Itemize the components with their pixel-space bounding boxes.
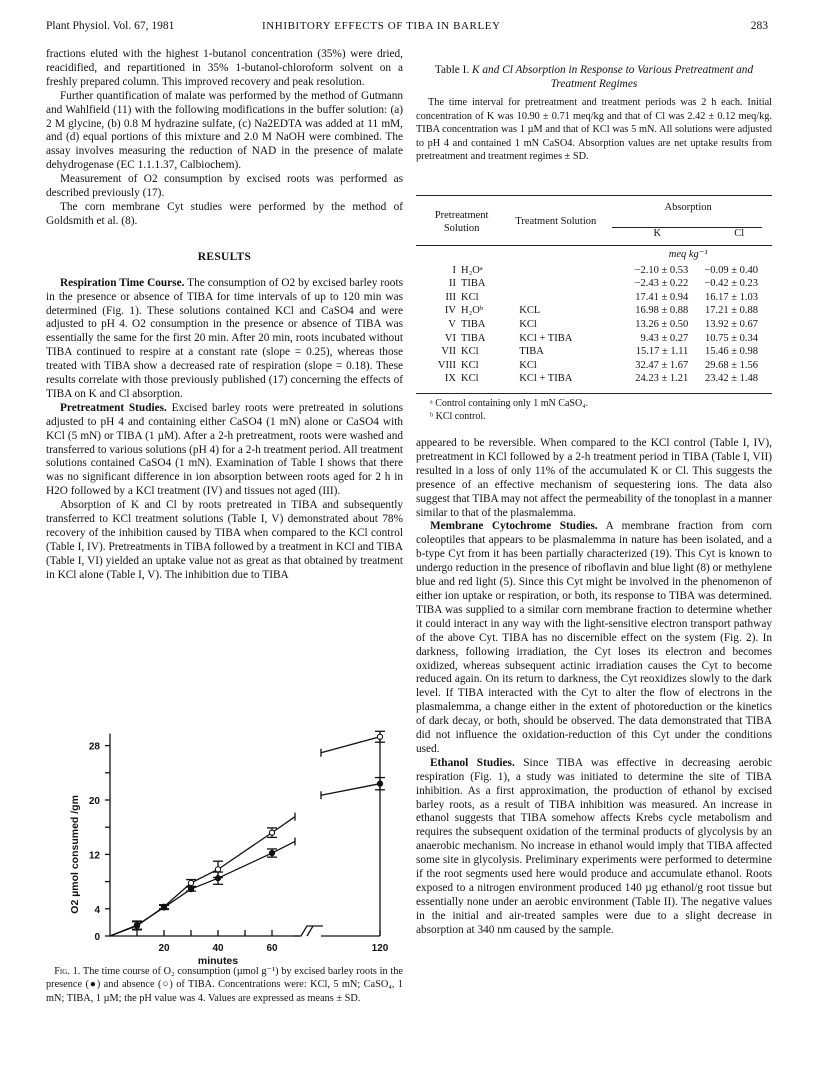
data-point-filled bbox=[377, 781, 382, 786]
units-label: meq kg⁻¹ bbox=[668, 249, 708, 260]
running-title: INHIBITORY EFFECTS OF TIBA IN BARLEY bbox=[262, 20, 501, 32]
cell-pretreatment bbox=[416, 264, 507, 278]
table-label: Table I. bbox=[434, 64, 470, 76]
cell-k: −2.10 ± 0.53 bbox=[634, 264, 689, 276]
col-header-absorption bbox=[604, 200, 772, 245]
row-numeral: IV bbox=[444, 305, 456, 317]
pretreatment-value: KCl bbox=[461, 291, 479, 303]
table-footnote: ᵃ Control containing only 1 mN CaSO₄. bbox=[430, 398, 589, 409]
paragraph-text: The consumption of O2 by excised barley roots in the presence or absence of TIBA for time intervals of up to 120 min was determined (Fig. 1). These solutions contained KCl and CaSO4 and were adjusted to pH 4. O2 consumption in the presence or absence of TIBA was essentially the same for the first 20 min. After 20 min, roots incubated without TIBA continued to respire at a constant rate (slope = 0.25), whereas those treated with TIBA show a decreased rate of respiration (slope = 0.18). These results correlate with those previously published (17) concerning the effects of TIBA on K and Cl absorption. bbox=[46, 276, 403, 400]
cell-cl: −0.42 ± 0.23 bbox=[704, 278, 758, 290]
series-line bbox=[321, 784, 380, 796]
table-row bbox=[416, 372, 772, 386]
pretreatment-value: H₂Oᵇ bbox=[461, 305, 484, 317]
paragraph bbox=[416, 520, 772, 756]
row-numeral: VII bbox=[441, 346, 456, 358]
x-tick-label: 60 bbox=[266, 943, 278, 954]
section-heading-results: RESULTS bbox=[197, 250, 252, 263]
data-point-open bbox=[269, 830, 274, 835]
cell-pretreatment bbox=[416, 332, 507, 346]
cell-treatment: KCl + TIBA bbox=[519, 373, 573, 385]
y-axis-label: O2 µmol consumed /gm bbox=[69, 795, 81, 914]
right-column bbox=[416, 437, 772, 938]
cell-pretreatment bbox=[416, 277, 507, 291]
cell-k: 32.47 ± 1.67 bbox=[635, 359, 689, 371]
cell-pretreatment bbox=[416, 304, 507, 318]
pretreatment-value: KCl bbox=[461, 346, 479, 358]
y-tick-label: 12 bbox=[88, 850, 100, 862]
cell-pretreatment bbox=[416, 359, 507, 373]
cell-treatment bbox=[507, 291, 604, 305]
cell-pretreatment bbox=[416, 345, 507, 359]
paragraph-text: A membrane fraction from corn coleoptiles that appears to be plasmalemma in nature has been isolated, and a b-type Cyt from it has been partially characterized (19). This Cyt is known to undergo reduction in the presence of riboflavin and blue light (8) or methylene blue and red light (5). Since this Cyt might be involved in the phenomenon of either ion uptake or respiration, or both, its response to TIBA was determined. TIBA was supplied to a similar corn membrane fraction to determine whether it could interact in any way with the light-sensitive electron transport pathway of the above Cyt. TIBA has no discernible effect on the system (Fig. 2). In darkness, following irradiation, the Cyt loses its electron and becomes oxidized, whereas subsequent actinic irradiation causes the Cyt to become reduced again. On its return to darkness, the Cyt reoxidizes slowly to the dark level. If TIBA interacted with the Cyt to alter the flow of electrons in the plasmalemma, a change either in the extent of photoreduction or the kinetics of dark decay, or both, should be observed. The data demonstrated that TIBA did not influence the oxidation-reduction of this Cyt under the conditions used. bbox=[416, 520, 773, 755]
row-numeral: VIII bbox=[437, 359, 456, 371]
y-tick-label: 28 bbox=[88, 741, 100, 753]
col-header-treatment: Treatment Solution bbox=[515, 216, 597, 228]
cell-treatment: KCL bbox=[519, 305, 541, 317]
table-row bbox=[416, 332, 772, 346]
row-numeral: V bbox=[448, 318, 456, 330]
paragraph-text: Since TIBA was effective in decreasing aerobic respiration (Fig. 1), a study was initiated to determine the site of TIBA inhibition. As a first approximation, the production of ethanol by excised barley roots, as a result of TIBA inhibition was measured. An increase in ethanol suggests that TIBA somehow affects Krebs cycle metabolism and requires the subsequent oxidation of the terminal products of glycolysis by an anaerobic mechanism. No increase in ethanol would imply that TIBA affected some site in glycolysis. Preliminary experiments were performed to determine if the root segments used here would produce and accumulate ethanol. Roots exposed to a nitrogen environment produced 140 µg ethanol/g root tissue but essentially none under an aerobic environment (Table II). The negative values in the initial and air-treated samples were due to a slight decrease in absorption at 340 nm caused by the sample. bbox=[416, 756, 773, 936]
pretreatment-value: KCl bbox=[461, 359, 479, 371]
figure-caption bbox=[46, 965, 403, 1005]
cell-pretreatment bbox=[416, 318, 507, 332]
cell-cl: 15.46 ± 0.98 bbox=[704, 346, 758, 358]
table-rule bbox=[416, 195, 772, 196]
x-tick-label: 40 bbox=[212, 943, 224, 954]
table-row bbox=[416, 277, 772, 291]
y-tick-label: 4 bbox=[94, 904, 100, 916]
cell-cl: −0.09 ± 0.40 bbox=[704, 264, 758, 276]
run-in-heading: Pretreatment Studies. bbox=[60, 401, 167, 414]
table-row bbox=[416, 264, 772, 278]
cell-cl: 13.92 ± 0.67 bbox=[704, 318, 758, 330]
paragraph: appeared to be reversible. When compared to the KCl control (Table I, IV), pretreatment in KCl followed by a 2-h treatment period in TIBA (Table I, VII) resulted in a loss of only 11% of the accumulated K or Cl. This suggests the presence of an effective mechanism of sequestering ions. The data also suggest that TIBA may not affect the permeability of the tonoplast in a manner similar to that of the plasmalemma. bbox=[416, 437, 772, 519]
page-number: 283 bbox=[750, 20, 768, 32]
axis-break-mark bbox=[307, 926, 323, 936]
pretreatment-value: H₂Oᵃ bbox=[461, 264, 483, 276]
figure-caption-text: The time course of O₂ consumption (µmol g⁻¹) by excised barley roots in the presence (●) and absence (○) of TIBA. Concentrations were: KCl, 5 mN; CaSO₄, 1 mN; TIBA, 1 µM; the pH value was 4. Values are expressed as means ± SD. bbox=[46, 966, 403, 1004]
row-numeral: I bbox=[452, 264, 456, 276]
cell-k: 15.17 ± 1.11 bbox=[635, 346, 689, 358]
series-line bbox=[110, 817, 295, 936]
run-in-heading: Respiration Time Course. bbox=[60, 276, 185, 289]
cell-treatment bbox=[507, 277, 604, 291]
paragraph bbox=[46, 402, 403, 499]
cell-cl: 29.68 ± 1.56 bbox=[704, 359, 758, 371]
table-row bbox=[416, 359, 772, 373]
data-point-filled bbox=[161, 905, 166, 910]
x-tick-label: 20 bbox=[158, 943, 170, 954]
table-title-text: K and Cl Absorption in Response to Various Pretreatment and Treatment Regimes bbox=[472, 64, 754, 90]
y-tick-label: 0 bbox=[94, 932, 100, 943]
cell-cl: 16.17 ± 1.03 bbox=[704, 291, 758, 303]
pretreatment-value: TIBA bbox=[461, 332, 486, 344]
row-numeral: III bbox=[445, 291, 456, 303]
paragraph: The corn membrane Cyt studies were performed by the method of Goldsmith et al. (8). bbox=[46, 200, 403, 227]
pretreatment-value: TIBA bbox=[461, 278, 486, 290]
cell-cl: 17.21 ± 0.88 bbox=[704, 305, 758, 317]
cell-k: 9.43 ± 0.27 bbox=[640, 332, 689, 344]
data-point-filled bbox=[269, 850, 274, 855]
col-header-k: K bbox=[653, 228, 662, 239]
left-column bbox=[46, 48, 403, 583]
table-row bbox=[416, 291, 772, 305]
cell-k: −2.43 ± 0.22 bbox=[634, 278, 689, 290]
table-row bbox=[416, 345, 772, 359]
run-in-heading: Membrane Cytochrome Studies. bbox=[430, 520, 598, 533]
pretreatment-value: TIBA bbox=[461, 318, 486, 330]
table-row bbox=[416, 318, 772, 332]
cell-treatment bbox=[507, 264, 604, 278]
paragraph bbox=[46, 277, 403, 402]
data-point-filled bbox=[134, 923, 139, 928]
table-footnote: ᵇ KCl control. bbox=[430, 411, 486, 422]
cell-k: 13.26 ± 0.50 bbox=[635, 318, 689, 330]
figure-1-chart bbox=[60, 725, 400, 965]
cell-k: 17.41 ± 0.94 bbox=[635, 291, 689, 303]
pretreatment-value: KCl bbox=[461, 373, 479, 385]
row-numeral: II bbox=[449, 278, 456, 290]
paragraph bbox=[416, 757, 772, 938]
journal-citation: Plant Physiol. Vol. 67, 1981 bbox=[46, 20, 175, 32]
cell-k: 16.98 ± 0.88 bbox=[635, 305, 689, 317]
series-line bbox=[321, 737, 380, 753]
paragraph-text: Excised barley roots were pretreated in solutions adjusted to pH 4 and containing either CaSO4 (1 mN) alone or CaSO4 with KCl (5 mN) or TIBA (1 µM). After a 2-h pretreatment, roots were washed and transferred to various solutions (pH 4) for a 2-h treatment period. All treatment solutions contained CaSO4 (1 mN). Examination of Table I shows that there was no significant difference in ion absorption between roots aged for 2 h in H2O followed by a KCl treatment (IV) and tissues not aged (III). bbox=[46, 401, 404, 498]
y-tick-label: 20 bbox=[88, 796, 100, 807]
run-in-heading: Ethanol Studies. bbox=[430, 756, 515, 769]
data-point-filled bbox=[215, 876, 220, 881]
table-note bbox=[416, 96, 772, 164]
cell-pretreatment bbox=[416, 291, 507, 305]
cell-treatment: TIBA bbox=[519, 346, 544, 358]
cell-treatment: KCl bbox=[519, 359, 537, 371]
data-point-open bbox=[215, 867, 220, 872]
x-tick-label: 120 bbox=[371, 943, 389, 954]
cell-pretreatment bbox=[416, 372, 507, 386]
cell-cl: 10.75 ± 0.34 bbox=[704, 332, 758, 344]
absorption-label: Absorption bbox=[664, 202, 712, 213]
row-numeral: IX bbox=[444, 373, 456, 385]
col-header-pretreatment: Pretreatment Solution bbox=[434, 210, 489, 234]
col-header-cl: Cl bbox=[734, 228, 745, 239]
paragraph: Further quantification of malate was performed by the method of Gutmann and Wahlfield (11) with the following modifications in the buffer solution: (a) 2 M glycine, (b) 0.8 M hydrazine sulfate, (c) Na2EDTA was added at 11 mM, and (d) equal portions of this mixture and 2.0 M NaOH were combined. The assay involves measuring the reduction of NAD in the presence of malate dehydrogenase (EC 1.1.1.37, Calbiochem). bbox=[46, 89, 403, 172]
table-row bbox=[416, 304, 772, 318]
data-point-filled bbox=[188, 886, 193, 891]
data-point-open bbox=[188, 880, 193, 885]
table-note-text: The time interval for pretreatment and treatment periods was 2 h each. Initial concentration of K was 10.90 ± 0.71 meq/kg and that of Cl was 2.42 ± 0.12 meq/kg. TIBA concentration was 1 µM and that of KCl was 5 mN. All solutions were adjusted to pH 4 and contained 1 mN CaSO4. Absorption values are net uptake results from pretreatment and treatment regimes ± SD. bbox=[416, 97, 772, 163]
table-title bbox=[416, 63, 772, 91]
cell-k: 24.23 ± 1.21 bbox=[635, 373, 689, 385]
x-axis-label: minutes bbox=[197, 955, 239, 965]
paragraph: Absorption of K and Cl by roots pretreated in TIBA and subsequently transferred to KCl treatment solutions (Table I, V) demonstrated about 78% recovery of the inhibition caused by TIBA when compared to the KCl control (Table I, IV). Pretreatments in TIBA followed by a treatment in KCl and TIBA (Table I, VI) yielded an uptake value not as great as that obtained by treatment in KCl alone (Table I, V). The inhibition due to TIBA bbox=[46, 499, 403, 581]
cell-treatment: KCl + TIBA bbox=[519, 332, 573, 344]
paragraph: Measurement of O2 consumption by excised roots was performed as described previously (17). bbox=[46, 173, 403, 200]
paragraph: fractions eluted with the highest 1-butanol concentration (35%) were dried, reacidified, and repartitioned in 35% 1-butanol-chloroform solvent on a freshly prepared column. This improved recovery and peak resolution. bbox=[46, 48, 403, 88]
table-rule bbox=[416, 393, 772, 394]
data-point-open bbox=[377, 734, 382, 739]
figure-label: Fig. 1. bbox=[54, 966, 81, 977]
row-numeral: VI bbox=[444, 332, 456, 344]
cell-cl: 23.42 ± 1.48 bbox=[704, 373, 758, 385]
cell-treatment: KCl bbox=[519, 318, 537, 330]
table-1 bbox=[416, 200, 772, 386]
